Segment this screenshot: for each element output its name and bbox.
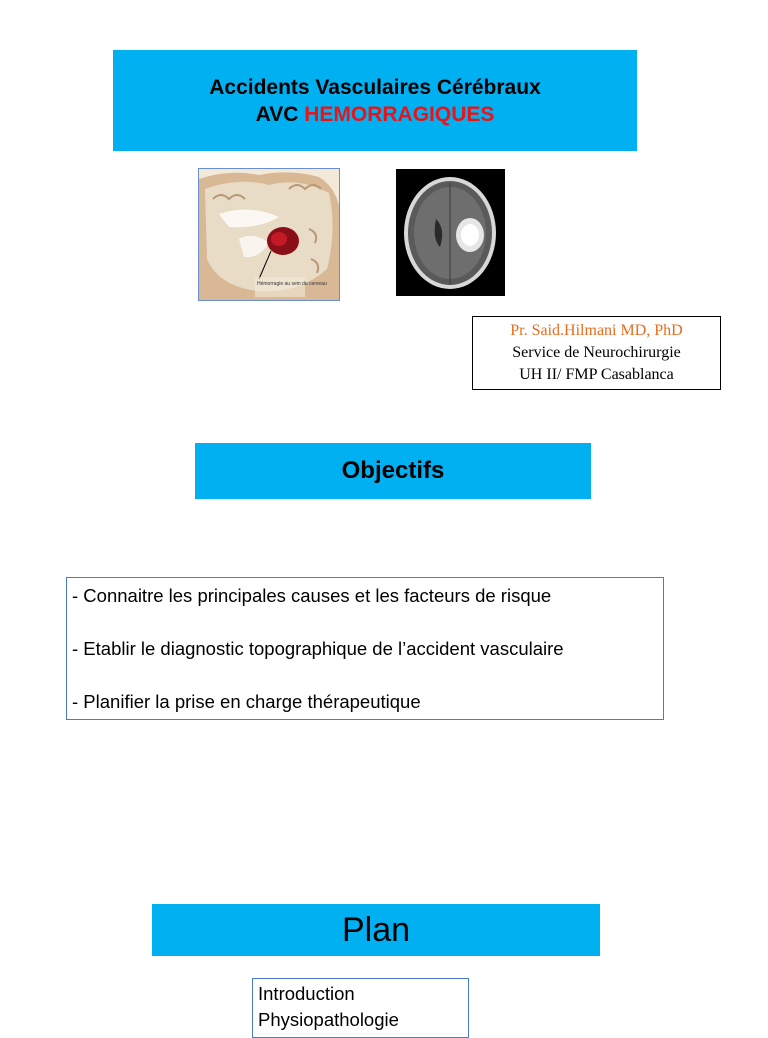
plan-item: Physiopathologie [258,1009,399,1030]
brain-caption: Hémorragie au sein du cerveau [257,281,327,287]
author-box [472,316,721,390]
title-prefix: AVC [255,102,299,126]
objective-item: - Connaitre les principales causes et les facteurs de risque [72,585,552,606]
objectifs-heading: Objectifs [341,457,445,484]
ct-scan-image [396,169,505,296]
plan-banner [152,904,600,956]
title-banner [113,50,637,151]
title-line-2 [256,101,495,128]
plan-list [252,978,469,1038]
brain-hemorrhage-illustration [198,168,340,301]
plan-item: Introduction [258,983,355,1004]
plan-heading: Plan [341,910,411,949]
objective-item: - Etablir le diagnostic topographique de l’accident vasculaire [72,638,564,659]
title-line-1: Accidents Vasculaires Cérébraux [209,75,541,99]
author-institution: UH II/ FMP Casablanca [519,366,674,383]
objectifs-banner [195,443,591,499]
title-highlight: HEMORRAGIQUES [304,102,495,126]
author-name: Pr. Said.Hilmani MD, PhD [510,322,683,339]
objectives-list [66,577,664,720]
author-service: Service de Neurochirurgie [512,344,681,361]
objective-item: - Planifier la prise en charge thérapeutique [72,691,421,712]
ct-scan-drawing [396,169,505,296]
brain-section-drawing [199,169,340,301]
